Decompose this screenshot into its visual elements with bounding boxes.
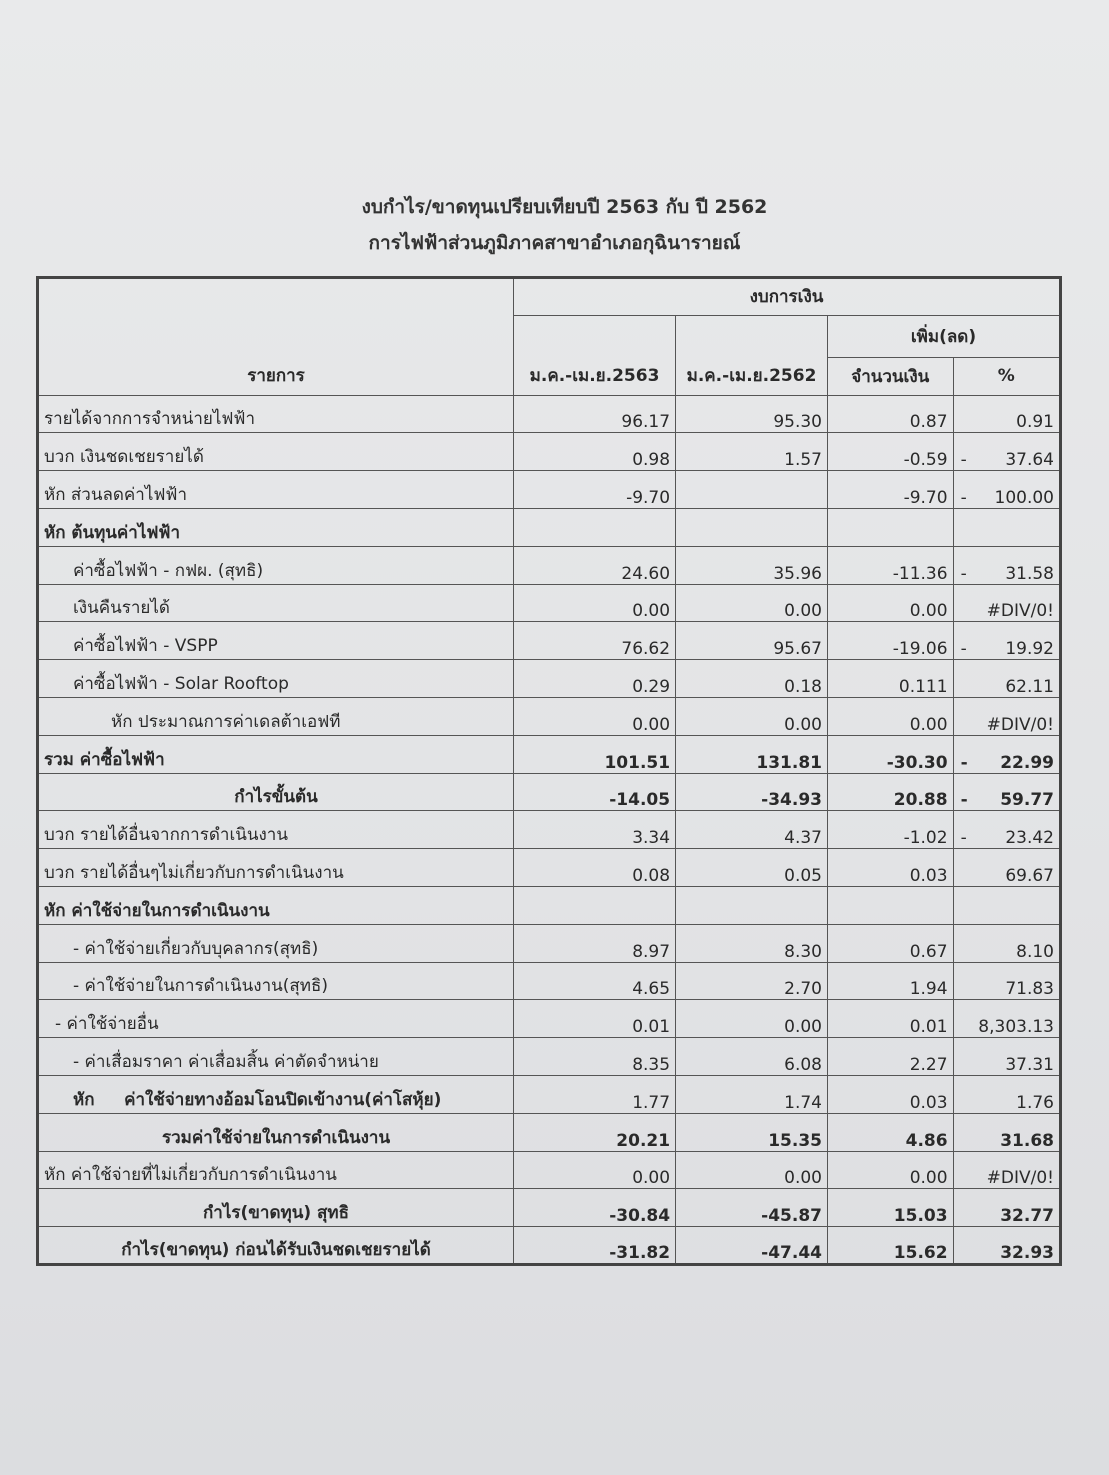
cell-amount: 0.00 [827, 584, 953, 622]
percent-value: 71.83 [1005, 979, 1054, 1000]
cell-2563: -31.82 [514, 1227, 676, 1265]
percent-value: 22.99 [1000, 752, 1054, 773]
row-label: หัก ค่าใช้จ่ายที่ไม่เกี่ยวกับการดำเนินงาน [38, 1151, 514, 1189]
header-item: รายการ [38, 278, 514, 396]
cell-2562: 95.30 [676, 395, 828, 433]
table-row [38, 584, 1061, 622]
cell-amount: -9.70 [827, 471, 953, 509]
cell-percent [953, 1113, 1060, 1151]
financial-table [36, 276, 1062, 1266]
cell-2562: 6.08 [676, 1038, 828, 1076]
cell-2562 [676, 471, 828, 509]
cell-2563: 1.77 [514, 1075, 676, 1113]
cell-2563: 0.00 [514, 584, 676, 622]
cell-amount: 20.88 [827, 773, 953, 811]
table-row-total [38, 1227, 1061, 1265]
row-label: รวม ค่าซื้อไฟฟ้า [38, 735, 514, 773]
percent-value: 0.91 [1016, 412, 1054, 433]
cell-2563 [514, 886, 676, 924]
cell-percent [953, 660, 1060, 698]
percent-value: #DIV/0! [986, 601, 1054, 622]
cell-2563: 0.00 [514, 1151, 676, 1189]
table-row [38, 660, 1061, 698]
percent-value: 23.42 [1005, 828, 1054, 849]
row-label: - ค่าใช้จ่ายอื่น [38, 1000, 514, 1038]
cell-amount: 15.62 [827, 1227, 953, 1265]
neg-sign: - [960, 752, 968, 773]
cell-2562: 0.00 [676, 1000, 828, 1038]
neg-sign: - [960, 563, 967, 584]
percent-value: #DIV/0! [986, 714, 1054, 735]
cell-2562: 2.70 [676, 962, 828, 1000]
table-row [38, 962, 1061, 1000]
neg-sign: - [960, 639, 967, 660]
table-row-total [38, 735, 1061, 773]
cell-2563: 4.65 [514, 962, 676, 1000]
cell-percent [953, 886, 1060, 924]
row-label: บวก รายได้อื่นๆไม่เกี่ยวกับการดำเนินงาน [38, 849, 514, 887]
cell-amount: 0.03 [827, 849, 953, 887]
table-row [38, 811, 1061, 849]
cell-percent [953, 1151, 1060, 1189]
cell-2562: 0.00 [676, 1151, 828, 1189]
cell-percent [953, 1075, 1060, 1113]
cell-2563: -30.84 [514, 1189, 676, 1227]
percent-value: 31.68 [1000, 1130, 1054, 1151]
cell-amount: -0.59 [827, 433, 953, 471]
neg-sign: - [960, 828, 967, 849]
cell-2562: 0.05 [676, 849, 828, 887]
cell-2562: 0.00 [676, 697, 828, 735]
cell-2563 [514, 508, 676, 546]
percent-value: 59.77 [1000, 790, 1054, 811]
report-title: งบกำไร/ขาดทุนเปรียบเทียบปี 2563 กับ ปี 2562 [361, 196, 768, 218]
cell-percent [953, 546, 1060, 584]
table-row [38, 395, 1061, 433]
header-increase: เพิ่ม(ลด) [827, 315, 1060, 357]
cell-percent [953, 811, 1060, 849]
percent-value: #DIV/0! [986, 1168, 1054, 1189]
header-amount: จำนวนเงิน [827, 357, 953, 395]
cell-2563: -14.05 [514, 773, 676, 811]
cell-2562: -47.44 [676, 1227, 828, 1265]
cell-percent [953, 1189, 1060, 1227]
cell-2562: 95.67 [676, 622, 828, 660]
report-subtitle: การไฟฟ้าส่วนภูมิภาคสาขาอำเภอกุฉินารายณ์ [368, 232, 741, 254]
row-label: เงินคืนรายได้ [38, 584, 514, 622]
cell-2563: 101.51 [514, 735, 676, 773]
cell-2562: 35.96 [676, 546, 828, 584]
cell-2562: 1.74 [676, 1075, 828, 1113]
cell-percent [953, 849, 1060, 887]
cell-amount [827, 508, 953, 546]
cell-2563: 20.21 [514, 1113, 676, 1151]
percent-value: 100.00 [994, 487, 1054, 508]
cell-percent [953, 962, 1060, 1000]
cell-2563: 8.35 [514, 1038, 676, 1076]
cell-2563: 96.17 [514, 395, 676, 433]
cell-percent [953, 471, 1060, 509]
percent-value: 32.77 [1000, 1206, 1054, 1227]
row-label: กำไรขั้นต้น [38, 773, 514, 811]
cell-amount: 0.01 [827, 1000, 953, 1038]
table-row [38, 1075, 1061, 1113]
row-label: หัก ค่าใช้จ่ายทางอ้อมโอนปิดเข้างาน(ค่าโสหุ้ย) [38, 1075, 514, 1113]
row-label: หัก ค่าใช้จ่ายในการดำเนินงาน [38, 886, 514, 924]
table-row-total [38, 1113, 1061, 1151]
header-col-2562: ม.ค.-เม.ย.2562 [676, 315, 828, 395]
row-label: หัก ต้นทุนค่าไฟฟ้า [38, 508, 514, 546]
cell-amount: -1.02 [827, 811, 953, 849]
table-row [38, 471, 1061, 509]
cell-amount: 2.27 [827, 1038, 953, 1076]
cell-2562: 0.00 [676, 584, 828, 622]
cell-2562: 0.18 [676, 660, 828, 698]
row-label: - ค่าใช้จ่ายเกี่ยวกับบุคลากร(สุทธิ) [38, 924, 514, 962]
cell-percent [953, 584, 1060, 622]
cell-2563: 0.08 [514, 849, 676, 887]
table-row [38, 1151, 1061, 1189]
table-row [38, 924, 1061, 962]
cell-amount: 4.86 [827, 1113, 953, 1151]
cell-amount: 0.03 [827, 1075, 953, 1113]
cell-2563: 24.60 [514, 546, 676, 584]
percent-value: 62.11 [1005, 676, 1054, 697]
table-row [38, 1038, 1061, 1076]
row-label: บวก เงินชดเชยรายได้ [38, 433, 514, 471]
percent-value: 31.58 [1005, 563, 1054, 584]
table-row [38, 433, 1061, 471]
cell-amount: 1.94 [827, 962, 953, 1000]
cell-2562: 8.30 [676, 924, 828, 962]
cell-amount: -11.36 [827, 546, 953, 584]
table-row [38, 697, 1061, 735]
cell-amount: -30.30 [827, 735, 953, 773]
table-row [38, 508, 1061, 546]
neg-sign: - [960, 487, 967, 508]
cell-2562: -45.87 [676, 1189, 828, 1227]
neg-sign: - [960, 790, 968, 811]
row-label: กำไร(ขาดทุน) ก่อนได้รับเงินชดเชยรายได้ [38, 1227, 514, 1265]
cell-percent [953, 395, 1060, 433]
percent-value: 37.31 [1005, 1054, 1054, 1075]
table-row [38, 849, 1061, 887]
table-row-total [38, 1189, 1061, 1227]
cell-2563: -9.70 [514, 471, 676, 509]
row-label: รายได้จากการจำหน่ายไฟฟ้า [38, 395, 514, 433]
row-label: ค่าซื้อไฟฟ้า - Solar Rooftop [38, 660, 514, 698]
table-row [38, 1000, 1061, 1038]
cell-amount: 0.87 [827, 395, 953, 433]
cell-amount: 15.03 [827, 1189, 953, 1227]
row-label: กำไร(ขาดทุน) สุทธิ [38, 1189, 514, 1227]
row-label: - ค่าเสื่อมราคา ค่าเสื่อมสิ้น ค่าตัดจำหน่าย [38, 1038, 514, 1076]
cell-percent [953, 1038, 1060, 1076]
percent-value: 8.10 [1016, 941, 1054, 962]
percent-value: 8,303.13 [978, 1017, 1054, 1038]
percent-value: 19.92 [1005, 639, 1054, 660]
table-row [38, 546, 1061, 584]
cell-amount: 0.00 [827, 697, 953, 735]
cell-2562: 4.37 [676, 811, 828, 849]
percent-value: 37.64 [1005, 450, 1054, 471]
cell-2563: 0.98 [514, 433, 676, 471]
header-percent: % [953, 357, 1060, 395]
row-label: - ค่าใช้จ่ายในการดำเนินงาน(สุทธิ) [38, 962, 514, 1000]
percent-value: 69.67 [1005, 865, 1054, 886]
cell-2562 [676, 886, 828, 924]
cell-2563: 0.29 [514, 660, 676, 698]
header-financial: งบการเงิน [514, 278, 1061, 316]
percent-value: 1.76 [1016, 1092, 1054, 1113]
percent-value: 32.93 [1000, 1243, 1054, 1263]
cell-percent [953, 622, 1060, 660]
cell-percent [953, 924, 1060, 962]
cell-amount: 0.67 [827, 924, 953, 962]
table-row [38, 886, 1061, 924]
neg-sign: - [960, 450, 967, 471]
table-row [38, 622, 1061, 660]
cell-percent [953, 773, 1060, 811]
table-row-total [38, 773, 1061, 811]
cell-amount [827, 886, 953, 924]
cell-amount: 0.00 [827, 1151, 953, 1189]
cell-2563: 8.97 [514, 924, 676, 962]
row-label: หัก ประมาณการค่าเดลต้าเอฟที [38, 697, 514, 735]
cell-amount: 0.111 [827, 660, 953, 698]
row-label: ค่าซื้อไฟฟ้า - VSPP [38, 622, 514, 660]
header-col-2563: ม.ค.-เม.ย.2563 [514, 315, 676, 395]
cell-percent [953, 433, 1060, 471]
cell-2562: 15.35 [676, 1113, 828, 1151]
row-label: ค่าซื้อไฟฟ้า - กฟผ. (สุทธิ) [38, 546, 514, 584]
cell-percent [953, 508, 1060, 546]
cell-2562: -34.93 [676, 773, 828, 811]
row-label: หัก ส่วนลดค่าไฟฟ้า [38, 471, 514, 509]
cell-amount: -19.06 [827, 622, 953, 660]
cell-percent [953, 1227, 1060, 1265]
cell-percent [953, 697, 1060, 735]
cell-2563: 3.34 [514, 811, 676, 849]
cell-2562: 1.57 [676, 433, 828, 471]
cell-2563: 0.01 [514, 1000, 676, 1038]
cell-2563: 76.62 [514, 622, 676, 660]
cell-percent [953, 735, 1060, 773]
cell-2562 [676, 508, 828, 546]
cell-percent [953, 1000, 1060, 1038]
cell-2562: 131.81 [676, 735, 828, 773]
row-label: รวมค่าใช้จ่ายในการดำเนินงาน [38, 1113, 514, 1151]
cell-2563: 0.00 [514, 697, 676, 735]
row-label: บวก รายได้อื่นจากการดำเนินงาน [38, 811, 514, 849]
